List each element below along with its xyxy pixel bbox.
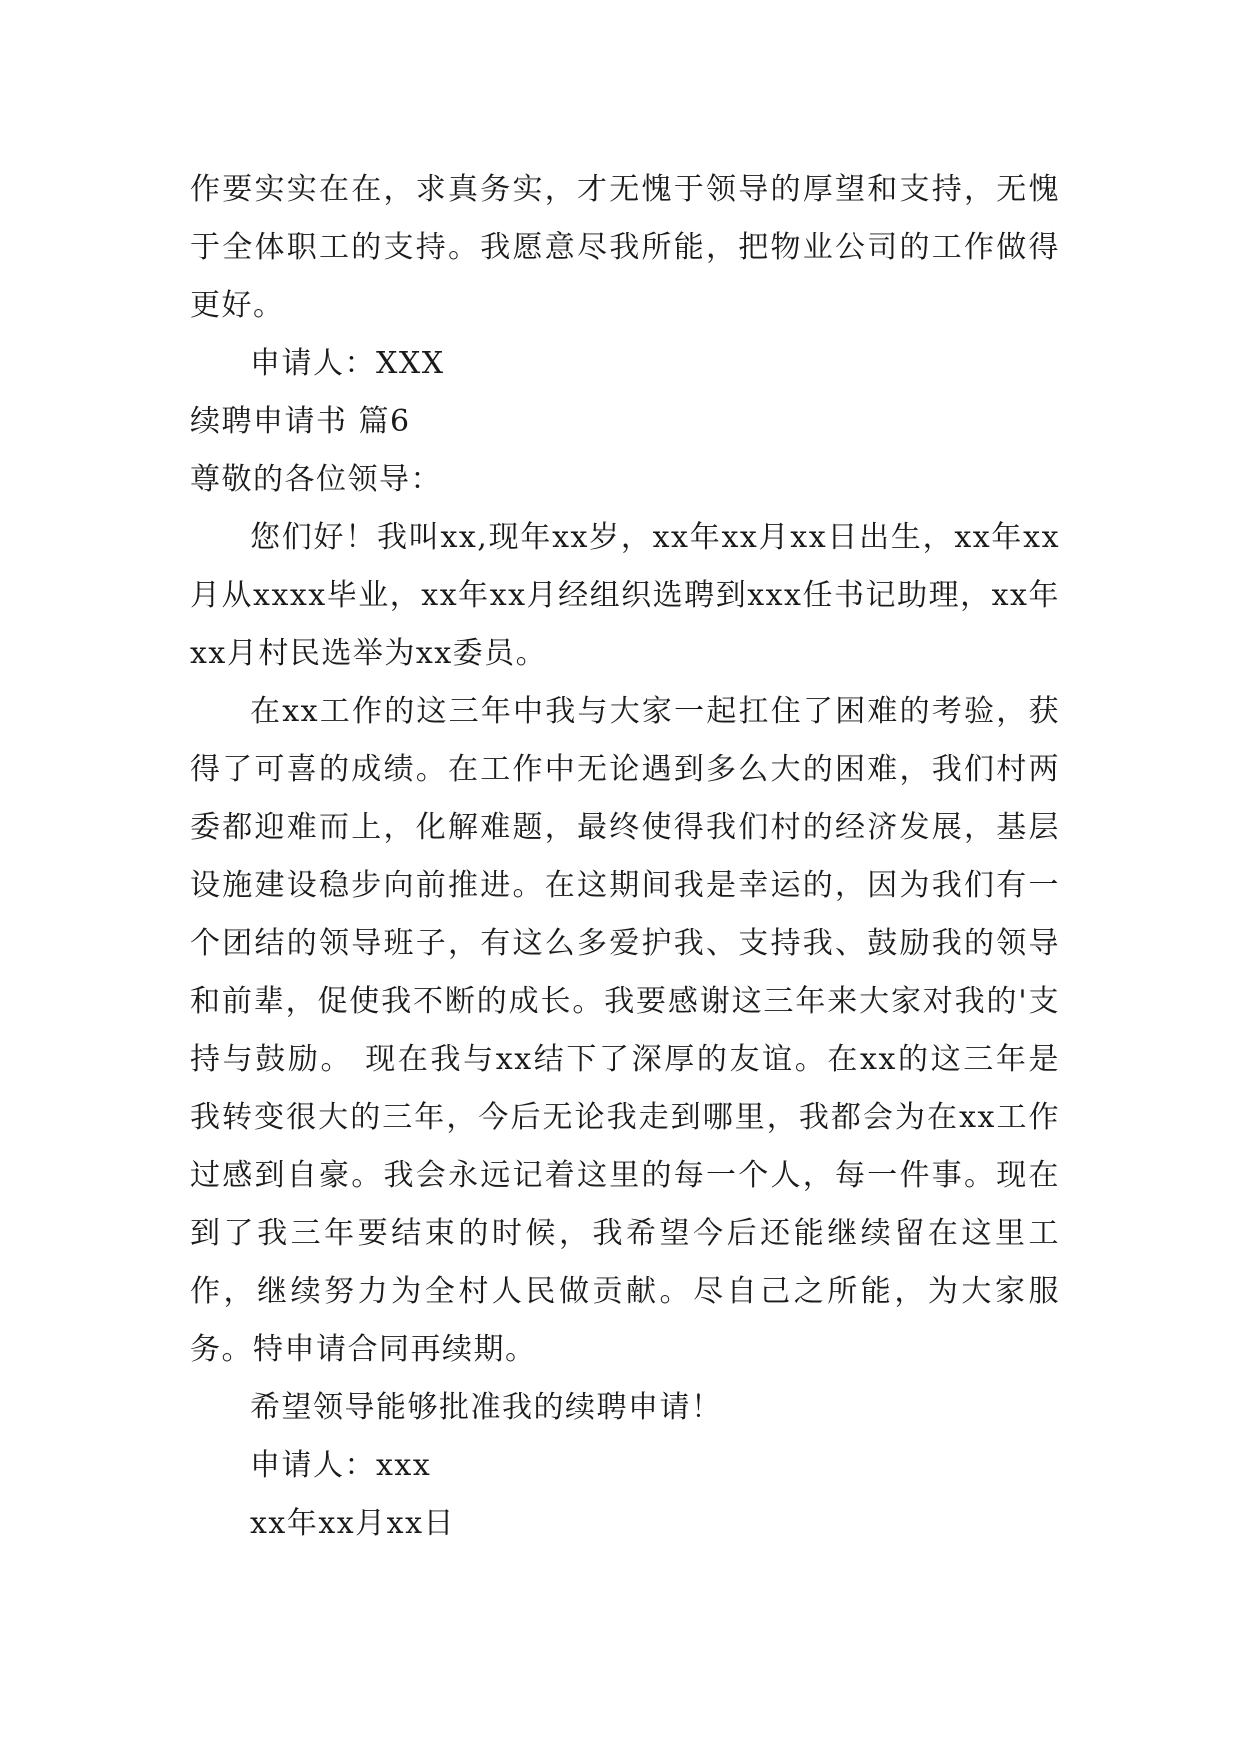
applicant-signature-2: 申请人：xxx bbox=[250, 1448, 432, 1483]
paragraph-introduction: 您们好！我叫xx,现年xx岁，xx年xx月xx日出生，xx年xx月从xxxx毕业，xx年xx月经组织选聘到xxx任书记助理，xx年xx月村民选举为xx委员。 bbox=[190, 520, 1060, 671]
paragraph-closing-previous: 作要实实在在，求真务实，才无愧于领导的厚望和支持，无愧于全体职工的支持。我愿意尽我所能，把物业公司的工作做得更好。 bbox=[190, 172, 1060, 323]
applicant-signature-1: 申请人：XXX bbox=[250, 346, 445, 381]
paragraph-body: 在xx工作的这三年中我与大家一起扛住了困难的考验，获得了可喜的成绩。在工作中无论遇到多么大的困难，我们村两委都迎难而上，化解难题，最终使得我们村的经济发展，基层设施建设稳步向前推进。在这期间我是幸运的，因为我们有一个团结的领导班子，有这么多爱护我、支持我、鼓励我的领导和前辈，促使我不断的成长。我要感谢这三年来大家对我的'支持与鼓励。 现在我与xx结下了深厚的友谊。在xx的这三年是我转变很大的三年，今后无论我走到哪里，我都会为在xx工作过感到自豪。我会永远记着这里的每一个人，每一件事。现在到了我三年要结束的时候，我希望今后还能继续留在这里工作，继续努力为全村人民做贡献。尽自己之所能，为大家服务。特申请合同再续期。 bbox=[190, 694, 1060, 1367]
salutation: 尊敬的各位领导： bbox=[190, 462, 442, 497]
document-body bbox=[190, 161, 1060, 1553]
signature-date: xx年xx月xx日 bbox=[250, 1506, 456, 1541]
section-title: 续聘申请书 篇6 bbox=[190, 404, 411, 439]
paragraph-request: 希望领导能够批准我的续聘申请！ bbox=[250, 1390, 723, 1425]
